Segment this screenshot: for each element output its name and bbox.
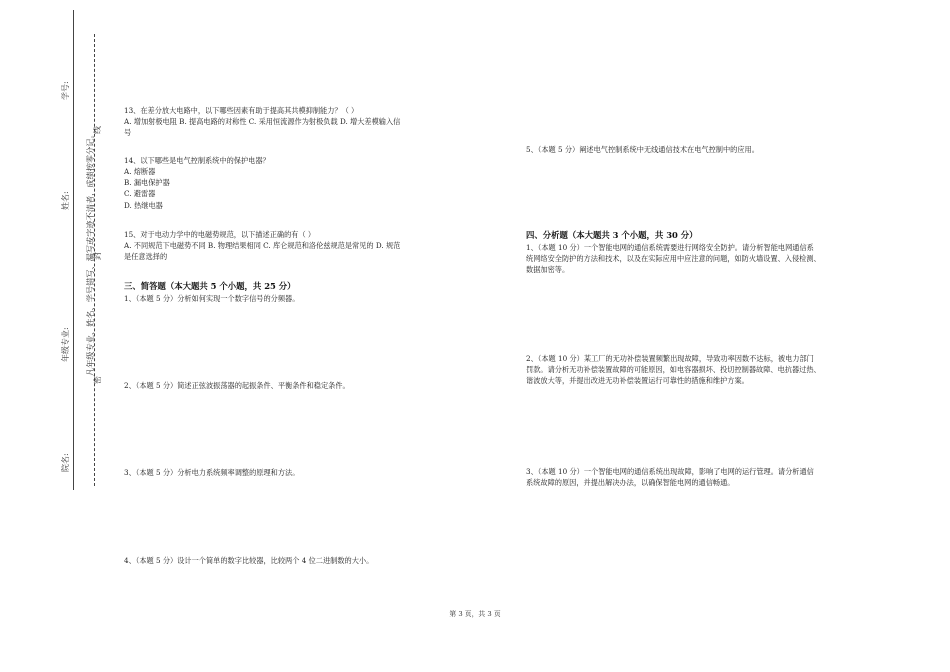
seal-line-marker-feng: 封 (93, 252, 102, 260)
question-15-stem: 15、对于电动力学中的电磁势规范，以下描述正确的有（ ） (124, 230, 316, 239)
analysis-2-line-1: 2、（本题 10 分）某工厂的无功补偿装置频繁出现故障，导致功率因数不达标，被电力部门 (526, 354, 814, 363)
section-3-title: 三、简答题（本大题共 5 个小题，共 25 分） (124, 281, 296, 291)
analysis-2-line-3: 谐波放大等，并提出改进无功补偿装置运行可靠性的措施和维护方案。 (526, 376, 749, 386)
analysis-question-3 (526, 466, 861, 488)
question-15 (124, 229, 459, 262)
question-13 (124, 105, 459, 138)
analysis-1-line-2: 统网络安全防护的方法和技术，以及在实际应用中应注意的问题，如防火墙设置、入侵检测、 (526, 254, 821, 264)
analysis-1-line-1: 1、（本题 10 分）一个智能电网的通信系统需要进行网络安全防护。请分析智能电网通信系 (526, 243, 814, 252)
question-14-option-a: A. 熔断器 (124, 167, 156, 177)
analysis-question-2 (526, 353, 861, 386)
page-number: 第 3 页，共 3 页 (449, 610, 501, 618)
short-answer-5: 5、（本题 5 分）阐述电气控制系统中无线通信技术在电气控制中的应用。 (526, 145, 759, 154)
binding-warning-text: 凡年级专业、姓名、学号错写、漏写或字迹不清者，成绩按零分记。 (85, 130, 95, 376)
student-id-label: 学号: (61, 81, 70, 100)
grade-major-label: 年级专业: (61, 327, 70, 362)
seal-line-marker-mi: 密 (93, 376, 102, 384)
school-label: 院名: (61, 453, 70, 472)
question-14-option-d: D. 热继电器 (124, 200, 163, 210)
question-14-stem: 14、以下哪些是电气控制系统中的保护电器？ (124, 156, 270, 165)
question-13-options: A. 增加射极电阻 B. 提高电路的对称性 C. 采用恒流源作为射极负载 D. 增大差模输入信 (124, 117, 401, 127)
short-answer-1: 1、（本题 5 分）分析如何实现一个数字信号的分频器。 (124, 294, 300, 303)
question-15-options: A. 不同规范下电磁势不同 B. 物理结果相同 C. 库仑规范和洛伦兹规范是常见的 D. 规范 (124, 241, 401, 251)
analysis-3-line-1: 3、（本题 10 分）一个智能电网的通信系统出现故障，影响了电网的运行管理。请分析通信 (526, 467, 814, 476)
section-4-title: 四、分析题（本大题共 3 个小题，共 30 分） (526, 230, 698, 240)
short-answer-3: 3、（本题 5 分）分析电力系统频率调整的原理和方法。 (124, 468, 300, 477)
analysis-question-1 (526, 242, 861, 275)
short-answer-4: 4、（本题 5 分）设计一个简单的数字比较器，比较两个 4 位二进制数的大小。 (124, 556, 374, 565)
short-answer-2: 2、（本题 5 分）简述正弦波振荡器的起振条件、平衡条件和稳定条件。 (124, 381, 350, 390)
analysis-1-line-3: 数据加密等。 (526, 265, 570, 275)
question-15-options-cont: 是任意选择的 (124, 252, 168, 262)
seal-line-marker-xian: 线 (93, 126, 102, 134)
question-14 (124, 155, 459, 211)
question-13-stem: 13、在差分放大电路中，以下哪些因素有助于提高其共模抑制能力？（ ） (124, 106, 359, 115)
question-14-option-b: B. 漏电保护器 (124, 178, 170, 188)
question-13-options-cont: 号 (124, 128, 132, 138)
binding-solid-line (73, 10, 74, 490)
question-14-option-c: C. 避雷器 (124, 189, 156, 199)
analysis-3-line-2: 系统故障的原因，并提出解决办法，以确保智能电网的通信畅通。 (526, 478, 735, 488)
name-label: 姓名: (61, 191, 70, 210)
analysis-2-line-2: 罚款。请分析无功补偿装置故障的可能原因，如电容器损坏、投切控制器故障、电抗器过热、 (526, 365, 821, 375)
